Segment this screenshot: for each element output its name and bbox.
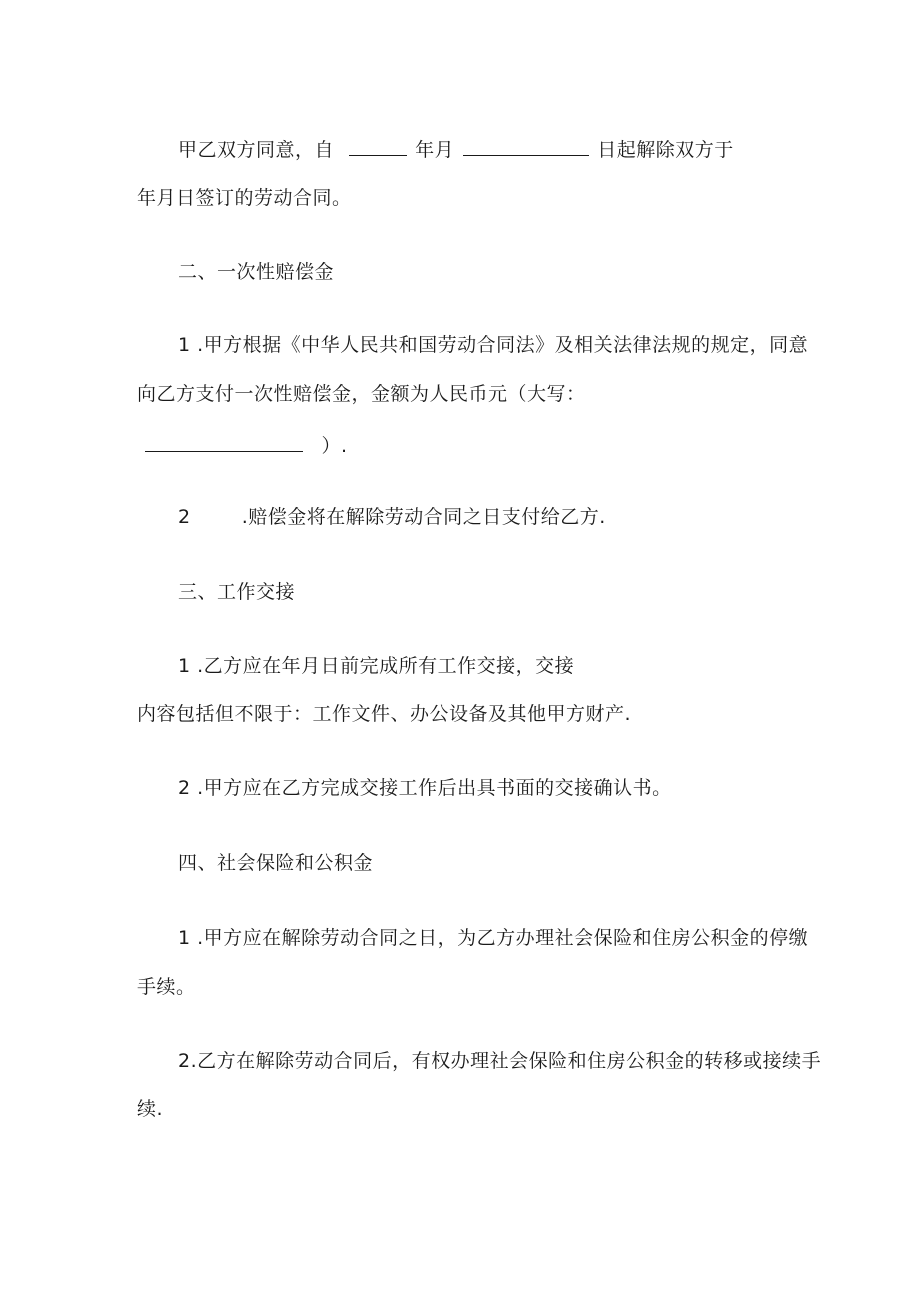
handover-item-1-line-2: 内容包括但不限于：工作文件、办公设备及其他甲方财产. — [137, 703, 632, 725]
text-segment: 年月 — [415, 139, 455, 161]
compensation-item-1-line-3 — [145, 433, 348, 458]
section-heading-social-insurance: 四、社会保险和公积金 — [178, 852, 374, 874]
item-number: 2 — [178, 506, 191, 528]
handover-item-2: 2 .甲方应在乙方完成交接工作后出具书面的交接确认书。 — [178, 777, 672, 799]
text-segment: ）. — [321, 435, 348, 457]
section-heading-handover: 三、工作交接 — [178, 581, 296, 603]
insurance-item-1-line-1: 1 .甲方应在解除劳动合同之日，为乙方办理社会保险和住房公积金的停缴 — [178, 927, 809, 949]
compensation-item-1-line-1: 1 .甲方根据《中华人民共和国劳动合同法》及相关法律法规的规定，同意 — [178, 334, 809, 356]
section-heading-compensation: 二、一次性赔偿金 — [178, 261, 335, 283]
blank-line-amount — [145, 433, 303, 452]
insurance-item-1-line-2: 手续。 — [137, 976, 196, 998]
termination-clause-line-2: 年月日签订的劳动合同。 — [137, 187, 352, 209]
text-segment: .赔偿金将在解除劳动合同之日支付给乙方. — [241, 506, 606, 528]
compensation-item-1-line-2: 向乙方支付一次性赔偿金，金额为人民币元（大写： — [137, 383, 586, 405]
text-segment: 甲乙双方同意，自 — [178, 139, 335, 161]
handover-item-1-line-1: 1 .乙方应在年月日前完成所有工作交接，交接 — [178, 655, 575, 677]
insurance-item-2-line-1: 2.乙方在解除劳动合同后，有权办理社会保险和住房公积金的转移或接续手 — [178, 1050, 822, 1072]
termination-clause-line-1 — [178, 137, 734, 162]
blank-line-year — [349, 137, 407, 156]
insurance-item-2-line-2: 续. — [137, 1098, 164, 1120]
blank-line-date — [463, 137, 589, 156]
text-segment: 日起解除双方于 — [597, 139, 734, 161]
compensation-item-2 — [178, 505, 606, 529]
